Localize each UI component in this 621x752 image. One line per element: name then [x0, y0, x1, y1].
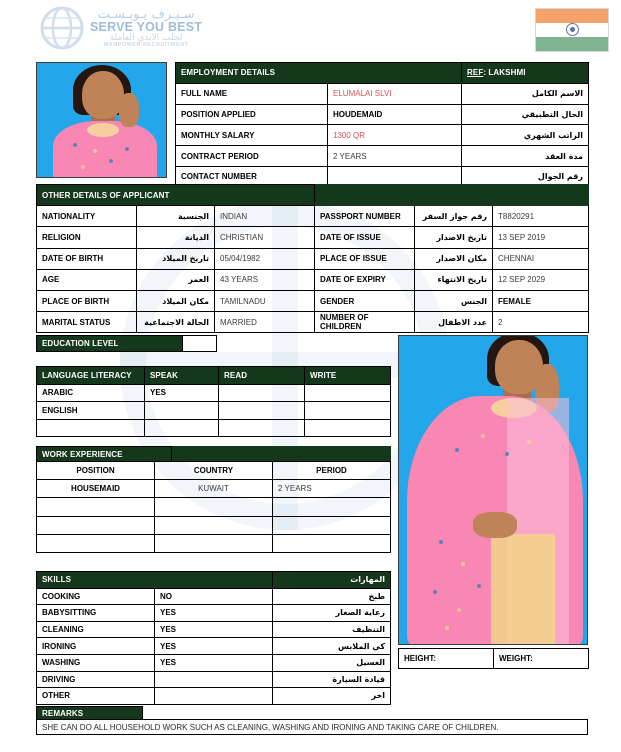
skill-arabic: رعاية الصغار: [273, 605, 391, 622]
country-header: COUNTRY: [155, 462, 273, 480]
language-speak: [145, 402, 219, 420]
skill-label: IRONING: [37, 638, 155, 655]
table-row: [399, 649, 589, 669]
work-experience-title-spacer: [172, 447, 391, 462]
work-country: [155, 534, 273, 552]
table-row: [37, 447, 391, 462]
read-header: READ: [219, 367, 305, 385]
contact-number-label: CONTACT NUMBER: [176, 166, 328, 187]
number-of-children-arabic: عدد الاطفال: [415, 312, 493, 333]
employment-details-table: [175, 62, 589, 188]
table-row: [37, 269, 589, 290]
table-row: [176, 104, 589, 125]
work-country: [155, 516, 273, 534]
table-row: [37, 621, 391, 638]
work-period: [273, 516, 391, 534]
table-row: [37, 671, 391, 688]
work-position: [37, 534, 155, 552]
skill-label: DRIVING: [37, 671, 155, 688]
language-read: [219, 419, 305, 437]
table-row: [37, 336, 217, 352]
full-name-value: ELUMALAI SLVI: [328, 83, 462, 104]
age-arabic: العمر: [137, 269, 215, 290]
table-row: [176, 125, 589, 146]
table-row: [37, 206, 589, 227]
remarks-header-table: [36, 706, 143, 720]
applicant-passport-photo: [36, 62, 167, 178]
work-experience-title: WORK EXPERIENCE: [37, 447, 172, 462]
language-write: [305, 419, 391, 437]
marital-status-label: MARITAL STATUS: [37, 312, 137, 333]
place-of-issue-arabic: مكان الاصدار: [415, 248, 493, 269]
table-row: [37, 227, 589, 248]
position-applied-arabic: الحال التطبيقي: [462, 104, 589, 125]
skill-arabic: كي الملابس: [273, 638, 391, 655]
date-of-expiry-label: DATE OF EXPIRY: [315, 269, 415, 290]
skill-arabic: طبخ: [273, 588, 391, 605]
table-row: [176, 146, 589, 167]
language-speak: [145, 419, 219, 437]
date-of-birth-label: DATE OF BIRTH: [37, 248, 137, 269]
weight-label: WEIGHT:: [494, 649, 589, 669]
skill-label: OTHER: [37, 688, 155, 705]
period-header: PERIOD: [273, 462, 391, 480]
table-row: [37, 248, 589, 269]
table-row: [176, 83, 589, 104]
education-level-table: [36, 335, 217, 352]
ashoka-chakra-icon: [566, 23, 579, 36]
language-speak: YES: [145, 384, 219, 402]
table-row: [37, 402, 391, 420]
table-row: [37, 605, 391, 622]
contract-period-arabic: مدة العقد: [462, 146, 589, 167]
skill-value: YES: [155, 654, 273, 671]
india-flag-icon: [535, 8, 609, 52]
language-name: [37, 419, 145, 437]
place-of-birth-arabic: مكان الميلاد: [137, 290, 215, 311]
skills-title-arabic: المهارات: [273, 572, 391, 589]
place-of-birth-label: PLACE OF BIRTH: [37, 290, 137, 311]
remarks-text: SHE CAN DO ALL HOUSEHOLD WORK SUCH AS CLEANING, WASHING AND IRONING AND TAKING CARE OF CHILDREN.: [37, 720, 588, 735]
number-of-children-label: NUMBER OF CHILDREN: [315, 312, 415, 333]
date-of-birth-value: 05/04/1982: [215, 248, 315, 269]
monthly-salary-value: 1300 QR: [328, 125, 462, 146]
work-country: [155, 498, 273, 516]
skill-label: CLEANING: [37, 621, 155, 638]
table-row: [37, 384, 391, 402]
skill-arabic: الغسيل: [273, 654, 391, 671]
language-name: ENGLISH: [37, 402, 145, 420]
marital-status-arabic: الحالة الاجتماعية: [137, 312, 215, 333]
write-header: WRITE: [305, 367, 391, 385]
position-applied-value: HOUDEMAID: [328, 104, 462, 125]
skill-value: YES: [155, 621, 273, 638]
work-experience-table: [36, 461, 391, 553]
table-row: [37, 688, 391, 705]
table-row: [37, 638, 391, 655]
place-of-issue-label: PLACE OF ISSUE: [315, 248, 415, 269]
ref-label: REF: [467, 68, 484, 78]
skill-value: YES: [155, 638, 273, 655]
reference-cell: [462, 63, 589, 84]
skill-arabic: اخر: [273, 688, 391, 705]
monthly-salary-arabic: الراتب الشهري: [462, 125, 589, 146]
date-of-issue-value: 13 SEP 2019: [493, 227, 589, 248]
full-name-arabic: الاسم الكامل: [462, 83, 589, 104]
nationality-arabic: الجنسية: [137, 206, 215, 227]
table-row: [37, 419, 391, 437]
logo-english-name: SERVE YOU BEST: [90, 19, 203, 34]
age-label: AGE: [37, 269, 137, 290]
education-level-title: EDUCATION LEVEL: [37, 336, 183, 352]
contact-number-arabic: رقم الجوال: [462, 166, 589, 187]
applicant-full-photo: [398, 335, 588, 645]
full-name-label: FULL NAME: [176, 83, 328, 104]
table-row: [37, 498, 391, 516]
date-of-expiry-arabic: تاريخ الانتهاء: [415, 269, 493, 290]
measurements-table: [398, 648, 589, 669]
religion-arabic: الديانة: [137, 227, 215, 248]
nationality-label: NATIONALITY: [37, 206, 137, 227]
table-row: [37, 534, 391, 552]
position-applied-label: POSITION APPLIED: [176, 104, 328, 125]
place-of-birth-value: TAMILNADU: [215, 290, 315, 311]
language-write: [305, 384, 391, 402]
language-name: ARABIC: [37, 384, 145, 402]
language-literacy-header: LANGUAGE LITERACY: [37, 367, 145, 385]
other-details-header-row: [37, 185, 589, 206]
nationality-value: INDIAN: [215, 206, 315, 227]
logo-arabic-name: سـيـرف يـوبـسـت: [97, 6, 195, 22]
remarks-table: [36, 719, 588, 735]
work-period: [273, 534, 391, 552]
marital-status-value: MARRIED: [215, 312, 315, 333]
table-row: [37, 480, 391, 498]
religion-value: CHRISTIAN: [215, 227, 315, 248]
work-position: [37, 516, 155, 534]
skill-value: [155, 671, 273, 688]
work-country: KUWAIT: [155, 480, 273, 498]
language-literacy-table: [36, 366, 391, 437]
height-label: HEIGHT:: [399, 649, 494, 669]
work-position: [37, 498, 155, 516]
monthly-salary-label: MONTHLY SALARY: [176, 125, 328, 146]
skills-table: [36, 571, 391, 705]
skill-value: [155, 688, 273, 705]
other-details-table: [36, 184, 589, 333]
skill-value: YES: [155, 605, 273, 622]
contract-period-label: CONTRACT PERIOD: [176, 146, 328, 167]
passport-number-label: PASSPORT NUMBER: [315, 206, 415, 227]
age-value: 43 YEARS: [215, 269, 315, 290]
table-row: [37, 720, 588, 735]
company-logo: [40, 6, 202, 50]
table-row: [37, 312, 589, 333]
table-row: [37, 290, 589, 311]
table-row: [37, 588, 391, 605]
language-write: [305, 402, 391, 420]
employment-header-row: [176, 63, 589, 84]
date-of-issue-arabic: تاريخ الاصدار: [415, 227, 493, 248]
language-header-row: [37, 367, 391, 385]
religion-label: RELIGION: [37, 227, 137, 248]
document-header: [0, 0, 621, 58]
other-details-title-spacer: [315, 185, 589, 206]
language-read: [219, 384, 305, 402]
logo-arabic-tagline: لجلب الايدي العاملة: [109, 32, 183, 43]
table-row: [37, 707, 143, 720]
gender-value: FEMALE: [493, 290, 589, 311]
gender-arabic: الجنس: [415, 290, 493, 311]
passport-number-arabic: رقم جواز السفر: [415, 206, 493, 227]
remarks-title: REMARKS: [37, 707, 143, 720]
skills-header-row: [37, 572, 391, 589]
skill-label: COOKING: [37, 588, 155, 605]
speak-header: SPEAK: [145, 367, 219, 385]
work-experience-header-table: [36, 446, 391, 462]
work-period: [273, 498, 391, 516]
work-period: 2 YEARS: [273, 480, 391, 498]
skill-value: NO: [155, 588, 273, 605]
skill-arabic: التنظيف: [273, 621, 391, 638]
employment-title: EMPLOYMENT DETAILS: [176, 63, 462, 84]
table-row: [37, 654, 391, 671]
logo-english-tagline: MANPOWER RECRUITMENT: [103, 41, 189, 48]
date-of-birth-arabic: تاريخ الميلاد: [137, 248, 215, 269]
contract-period-value: 2 YEARS: [328, 146, 462, 167]
date-of-expiry-value: 12 SEP 2029: [493, 269, 589, 290]
gender-label: GENDER: [315, 290, 415, 311]
place-of-issue-value: CHENNAI: [493, 248, 589, 269]
skill-label: BABYSITTING: [37, 605, 155, 622]
skill-label: WASHING: [37, 654, 155, 671]
work-position: HOUSEMAID: [37, 480, 155, 498]
passport-number-value: T8820291: [493, 206, 589, 227]
number-of-children-value: 2: [493, 312, 589, 333]
education-level-value: [183, 336, 217, 352]
ref-value: : LAKSHMI: [483, 68, 526, 78]
table-row: [37, 516, 391, 534]
skills-title: SKILLS: [37, 572, 273, 589]
language-read: [219, 402, 305, 420]
other-details-title: OTHER DETAILS OF APPLICANT: [37, 185, 315, 206]
position-header: POSITION: [37, 462, 155, 480]
date-of-issue-label: DATE OF ISSUE: [315, 227, 415, 248]
work-header-row: [37, 462, 391, 480]
skill-arabic: قيادة السيارة: [273, 671, 391, 688]
globe-logo-icon: [40, 6, 84, 50]
